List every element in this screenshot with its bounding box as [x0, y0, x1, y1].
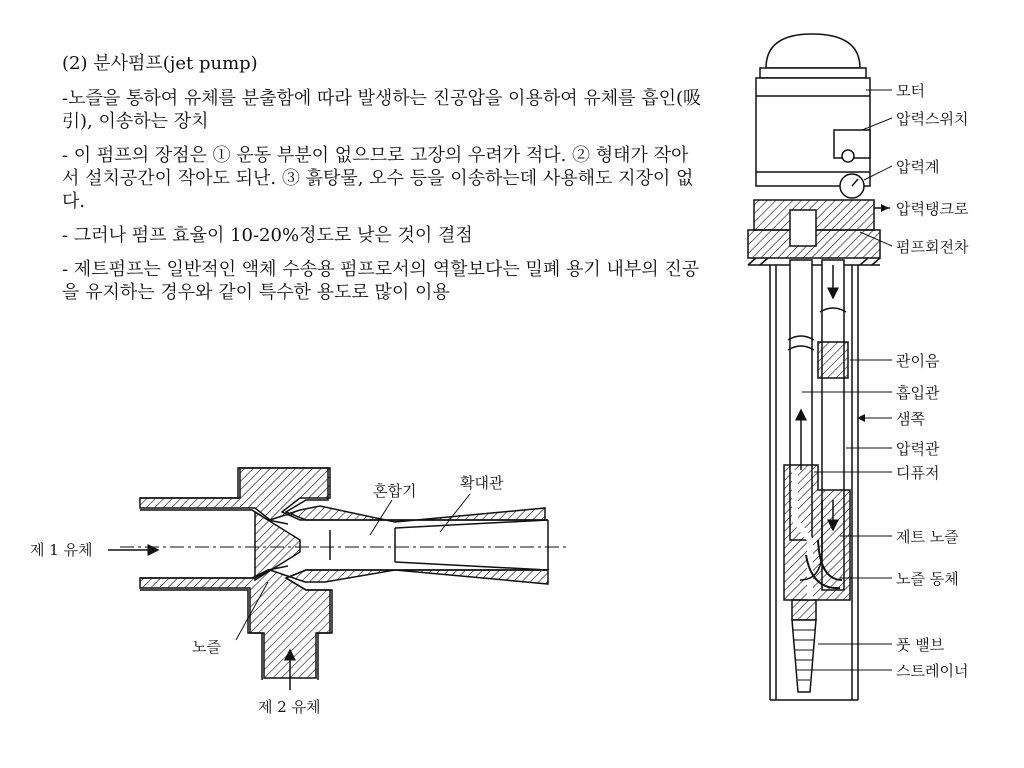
label-diffuser: 디퓨저 — [896, 464, 940, 482]
strainer — [792, 620, 816, 692]
well-pump-diagram — [748, 34, 892, 700]
label-strainer: 스트레이너 — [896, 662, 969, 680]
label-to-pressure-tank: 압력탱크로 — [896, 200, 969, 218]
label-nozzle-body: 노즐 동체 — [896, 570, 959, 588]
label-well-side: 샘쪽 — [896, 410, 925, 428]
paragraph-advantages: - 이 펌프의 장점은 ① 운동 부분이 없으므로 고장의 우려가 적다. ② 형태가 작아서 설치공간이 작아도 되난. ③ 흙탕물, 오수 등을 이송하는데 사용해도 지장이 없다. — [62, 145, 694, 212]
fluid1-label: 제 1 유체 — [30, 541, 93, 559]
diffuser-label: 확대관 — [460, 474, 504, 492]
paragraph-usage: - 제트펌프는 일반적인 액체 수송용 펌프로서의 역할보다는 밀폐 용기 내부의 진공을 유지하는 경우와 같이 특수한 용도로 많이 이용 — [62, 259, 700, 303]
label-impeller: 펌프회전차 — [896, 238, 969, 256]
page-title: (2) 분사펌프(jet pump) — [62, 53, 258, 74]
label-motor: 모터 — [896, 82, 925, 100]
lower-pipe-wall — [140, 570, 548, 678]
mixing-chamber-label: 혼합기 — [373, 482, 417, 500]
label-pressure-pipe: 압력관 — [896, 440, 940, 458]
jet-pump-diagram — [108, 468, 570, 690]
label-pipe-coupling: 관이음 — [896, 352, 940, 370]
fluid2-label: 제 2 유체 — [258, 698, 321, 716]
label-suction-pipe: 흡입관 — [896, 384, 940, 402]
label-foot-valve: 풋 밸브 — [896, 636, 945, 654]
foot-valve — [792, 600, 816, 620]
paragraph-definition: -노즐을 통하여 유체를 분출함에 따라 발생하는 진공압을 이용하여 유체를 흡인(吸引), 이송하는 장치 — [62, 88, 702, 132]
label-pressure-switch: 압력스위치 — [896, 110, 969, 128]
nozzle-label: 노즐 — [192, 638, 221, 656]
label-pressure-gauge: 압력계 — [896, 158, 940, 176]
label-jet-nozzle: 제트 노즐 — [896, 528, 959, 546]
motor-dome — [766, 34, 860, 68]
pipe-coupling — [818, 342, 848, 378]
paragraph-efficiency: - 그러나 펌프 효율이 10-20%정도로 낮은 것이 결점 — [62, 225, 473, 246]
